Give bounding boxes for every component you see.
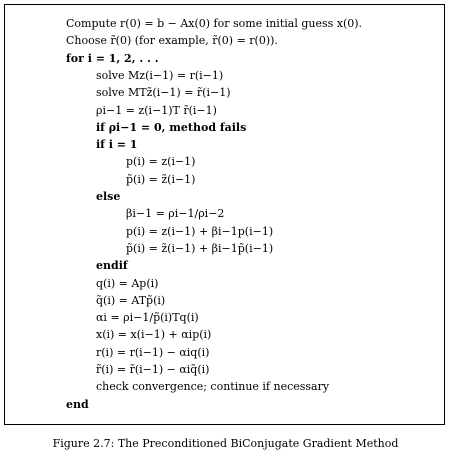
algorithm-line: p̃(i) = z̃(i−1) bbox=[126, 172, 196, 186]
algorithm-box bbox=[4, 4, 445, 425]
algorithm-line: solve Mz(i−1) = r(i−1) bbox=[96, 68, 224, 82]
algorithm-line: end bbox=[66, 397, 89, 411]
algorithm-line: p(i) = z(i−1) + βi−1p(i−1) bbox=[126, 224, 274, 238]
algorithm-line: q̃(i) = ATp̃(i) bbox=[96, 293, 166, 307]
algorithm-line: if i = 1 bbox=[96, 138, 138, 152]
algorithm-line: r(i) = r(i−1) − αiq(i) bbox=[96, 345, 210, 359]
algorithm-line: endif bbox=[96, 259, 128, 273]
algorithm-line: ρi−1 = z(i−1)T r̃(i−1) bbox=[96, 103, 217, 117]
algorithm-line: x(i) = x(i−1) + αip(i) bbox=[96, 328, 212, 342]
algorithm-line: p(i) = z(i−1) bbox=[126, 155, 196, 169]
algorithm-line: solve MTz̃(i−1) = r̃(i−1) bbox=[96, 86, 231, 100]
algorithm-line: Choose r̃(0) (for example, r̃(0) = r(0)). bbox=[66, 34, 278, 48]
algorithm-line: Compute r(0) = b − Ax(0) for some initial guess x(0). bbox=[66, 17, 363, 30]
algorithm-line: q(i) = Ap(i) bbox=[96, 276, 159, 290]
algorithm-line: if ρi−1 = 0, method fails bbox=[96, 120, 247, 134]
algorithm-line: check convergence; continue if necessary bbox=[96, 380, 330, 394]
algorithm-line: for i = 1, 2, . . . bbox=[66, 51, 159, 65]
algorithm-line: βi−1 = ρi−1/ρi−2 bbox=[126, 207, 225, 221]
algorithm-line: r̃(i) = r̃(i−1) − αiq̃(i) bbox=[96, 363, 210, 376]
algorithm-line: αi = ρi−1/p̃(i)Tq(i) bbox=[96, 311, 199, 325]
algorithm-line: p̃(i) = z̃(i−1) + βi−1p̃(i−1) bbox=[126, 241, 274, 255]
algorithm-line: else bbox=[96, 190, 121, 203]
figure-caption: Figure 2.7: The Preconditioned BiConjugate Gradient Method bbox=[52, 437, 399, 450]
